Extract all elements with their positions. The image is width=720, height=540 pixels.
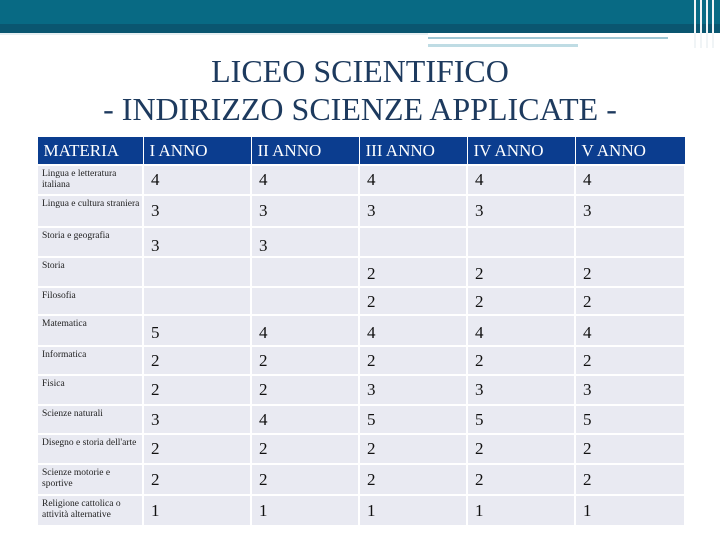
subject-cell: Scienze motorie e sportive: [37, 464, 143, 495]
top-banner-shade: [0, 24, 720, 33]
subject-cell: Informatica: [37, 346, 143, 375]
table-row: [37, 257, 685, 287]
hours-cell: 2: [575, 287, 685, 315]
hours-cell: [143, 287, 251, 315]
hours-cell: 2: [467, 287, 575, 315]
hours-cell: 3: [143, 195, 251, 227]
divider-right-upper: [428, 37, 668, 39]
hours-cell: 2: [359, 257, 467, 287]
hours-cell: 3: [251, 227, 359, 257]
subject-cell: Fisica: [37, 375, 143, 405]
hours-cell: [251, 257, 359, 287]
hours-cell: 5: [359, 405, 467, 434]
hours-cell: 3: [143, 405, 251, 434]
header-year-1: I ANNO: [143, 137, 251, 166]
hours-cell: [251, 287, 359, 315]
hours-table: [36, 136, 686, 527]
header-year-2: II ANNO: [251, 137, 359, 166]
header-year-3: III ANNO: [359, 137, 467, 166]
table-row: [37, 227, 685, 257]
hours-cell: 2: [467, 346, 575, 375]
table-row: [37, 346, 685, 375]
hours-cell: 3: [359, 195, 467, 227]
divider-left: [0, 33, 428, 35]
subject-cell: Filosofia: [37, 287, 143, 315]
hours-cell: 4: [251, 165, 359, 195]
hours-cell: 1: [251, 495, 359, 526]
hours-cell: 3: [575, 375, 685, 405]
hours-cell: 2: [359, 434, 467, 464]
hours-cell: 4: [575, 315, 685, 346]
hours-cell: 2: [575, 257, 685, 287]
hours-cell: 2: [143, 346, 251, 375]
hours-cell: 4: [359, 315, 467, 346]
table-row: [37, 405, 685, 434]
hours-cell: 1: [467, 495, 575, 526]
header-year-5: V ANNO: [575, 137, 685, 166]
hours-cell: 4: [467, 165, 575, 195]
hours-cell: 5: [575, 405, 685, 434]
header-materia: MATERIA: [37, 137, 143, 166]
hours-cell: 3: [575, 195, 685, 227]
slide-title: [0, 52, 720, 128]
title-line-2: - INDIRIZZO SCIENZE APPLICATE -: [103, 91, 617, 127]
table-row: [37, 464, 685, 495]
hours-cell: 2: [143, 464, 251, 495]
table-row: [37, 165, 685, 195]
hours-cell: 3: [251, 195, 359, 227]
header-year-4: IV ANNO: [467, 137, 575, 166]
hours-cell: 2: [467, 257, 575, 287]
hours-cell: [575, 227, 685, 257]
hours-cell: 4: [251, 315, 359, 346]
hours-cell: 3: [359, 375, 467, 405]
hours-cell: [359, 227, 467, 257]
hours-cell: 2: [575, 464, 685, 495]
subject-cell: Lingua e cultura straniera: [37, 195, 143, 227]
subject-cell: Lingua e letteratura italiana: [37, 165, 143, 195]
hours-cell: 4: [143, 165, 251, 195]
hours-cell: 2: [575, 434, 685, 464]
hours-cell: 2: [143, 434, 251, 464]
hours-cell: 2: [251, 464, 359, 495]
hours-cell: 1: [575, 495, 685, 526]
table-row: [37, 434, 685, 464]
top-banner: [0, 0, 720, 24]
hours-cell: 2: [467, 464, 575, 495]
hours-cell: 2: [359, 464, 467, 495]
hours-cell: 2: [251, 375, 359, 405]
hours-cell: 3: [467, 195, 575, 227]
hours-cell: 3: [467, 375, 575, 405]
hours-cell: 4: [359, 165, 467, 195]
hours-cell: 2: [467, 434, 575, 464]
table-header-row: [37, 137, 685, 166]
subject-cell: Matematica: [37, 315, 143, 346]
hours-cell: 1: [143, 495, 251, 526]
hours-cell: 5: [143, 315, 251, 346]
hours-cell: 3: [143, 227, 251, 257]
hours-cell: 2: [359, 287, 467, 315]
hours-cell: 5: [467, 405, 575, 434]
subject-cell: Storia: [37, 257, 143, 287]
hours-cell: 2: [143, 375, 251, 405]
title-line-1: LICEO SCIENTIFICO: [211, 53, 509, 89]
hours-cell: 2: [575, 346, 685, 375]
table-row: [37, 495, 685, 526]
subject-cell: Religione cattolica o attività alternative: [37, 495, 143, 526]
table-row: [37, 375, 685, 405]
table-row: [37, 287, 685, 315]
hours-cell: 2: [359, 346, 467, 375]
hours-cell: [467, 227, 575, 257]
hours-cell: [143, 257, 251, 287]
hours-cell: 4: [251, 405, 359, 434]
hours-cell: 1: [359, 495, 467, 526]
table-row: [37, 195, 685, 227]
hours-cell: 2: [251, 346, 359, 375]
subject-cell: Storia e geografia: [37, 227, 143, 257]
subject-cell: Scienze naturali: [37, 405, 143, 434]
subject-cell: Disegno e storia dell'arte: [37, 434, 143, 464]
table-row: [37, 315, 685, 346]
hours-cell: 4: [467, 315, 575, 346]
hours-cell: 4: [575, 165, 685, 195]
corner-decoration: [690, 0, 720, 48]
divider-right-lower: [428, 44, 578, 47]
hours-cell: 2: [251, 434, 359, 464]
